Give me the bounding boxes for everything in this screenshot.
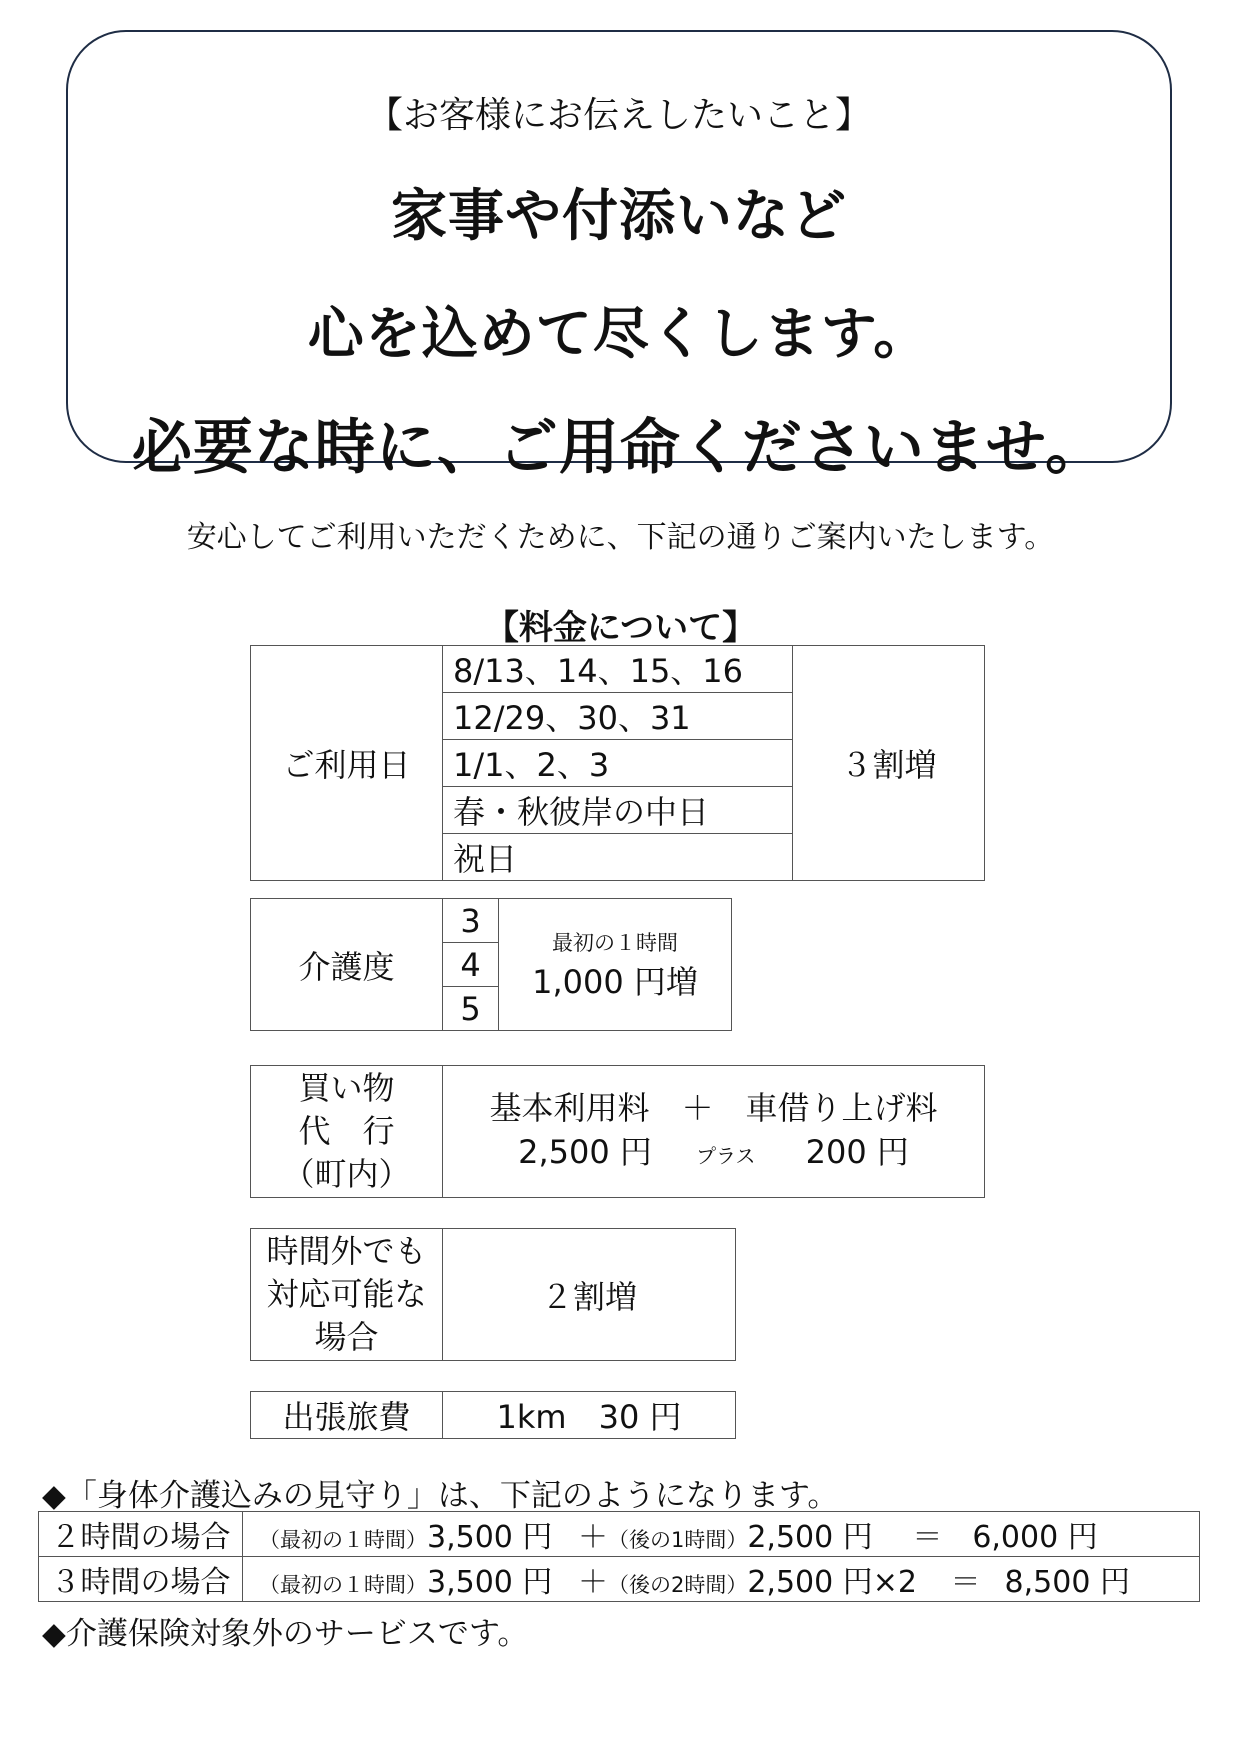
- table-row: [39, 1557, 1200, 1602]
- watch-row-value: 2,500 円×2: [747, 1565, 917, 1600]
- shopping-label: （町内）: [282, 1155, 411, 1193]
- watch-row-total: 6,000 円: [972, 1520, 1098, 1555]
- message-banner: [66, 30, 1172, 483]
- care-level-value: 4: [443, 943, 499, 987]
- table-row: [39, 1512, 1200, 1557]
- watch-row-eq: ＝: [912, 1520, 943, 1555]
- usage-date: 春・秋彼岸の中日: [443, 787, 793, 834]
- banner-line-1: 家事や付添いなど: [391, 184, 847, 249]
- travel-table: [250, 1391, 736, 1439]
- watch-row-value: 3,500 円: [427, 1565, 553, 1600]
- price-heading: 【料金について】: [484, 608, 757, 648]
- shopping-basic-price: 2,500 円: [518, 1132, 652, 1171]
- care-level-note: 最初の１時間: [552, 930, 678, 955]
- banner-line-2: 心を込めて尽くします。: [307, 302, 931, 367]
- care-level-surcharge: 1,000 円増: [532, 962, 698, 1001]
- shopping-table: [250, 1065, 985, 1198]
- travel-rate: 1km 30 円: [443, 1392, 736, 1439]
- intro-text: 安心してご利用いただくために、下記の通りご案内いたします。: [186, 520, 1055, 555]
- usage-date: 祝日: [443, 834, 793, 881]
- off-hours-label: 対応可能な: [266, 1275, 427, 1313]
- watch-row-label: ２時間の場合: [39, 1512, 243, 1557]
- shopping-price-cell: [443, 1066, 985, 1198]
- watch-row-label: ３時間の場合: [39, 1557, 243, 1602]
- care-level-label: 介護度: [251, 899, 443, 1031]
- care-level-value: 5: [443, 987, 499, 1031]
- watch-row-op: ＋: [577, 1520, 608, 1555]
- usage-date: 1/1、2、3: [443, 740, 793, 787]
- watch-row-paren: （最初の１時間）: [259, 1573, 427, 1597]
- watch-note: ◆「身体介護込みの見守り」は、下記のようになります。: [42, 1478, 839, 1514]
- shopping-label: 代 行: [298, 1112, 395, 1150]
- watch-row-op: ＋: [577, 1565, 608, 1600]
- shopping-car-price: 200 円: [805, 1132, 909, 1171]
- travel-label: 出張旅費: [251, 1392, 443, 1439]
- watch-row-paren: （最初の１時間）: [259, 1528, 427, 1552]
- care-level-value: 3: [443, 899, 499, 943]
- care-level-surcharge-cell: [499, 899, 732, 1031]
- usage-date: 12/29、30、31: [443, 693, 793, 740]
- banner-subtitle: 【お客様にお伝えしたいこと】: [366, 95, 871, 136]
- usage-days-surcharge: ３割増: [793, 646, 985, 881]
- usage-days-table: [250, 645, 985, 881]
- banner-line-3: 必要な時に、ご用命くださいませ。: [131, 413, 1107, 483]
- shopping-label-cell: [251, 1066, 443, 1198]
- usage-days-label: ご利用日: [251, 646, 443, 881]
- watch-row-eq: ＝: [950, 1565, 981, 1600]
- care-level-table: [250, 898, 732, 1031]
- shopping-label: 買い物: [298, 1069, 395, 1107]
- off-hours-label: 場合: [314, 1318, 379, 1356]
- off-hours-surcharge: ２割増: [443, 1229, 736, 1361]
- watch-row-formula: [243, 1557, 1200, 1602]
- watch-row-formula: [243, 1512, 1200, 1557]
- off-hours-table: [250, 1228, 736, 1361]
- watch-row-paren: （後の2時間）: [607, 1573, 748, 1597]
- shopping-plus: プラス: [696, 1143, 756, 1168]
- off-hours-label: 時間外でも: [266, 1232, 427, 1270]
- watch-row-paren: （後の1時間）: [607, 1528, 748, 1552]
- shopping-price-top: 基本利用料 ＋ 車借り上げ料: [489, 1088, 938, 1127]
- watch-table: [38, 1511, 1200, 1602]
- watch-row-total: 8,500 円: [1004, 1565, 1130, 1600]
- watch-row-value: 2,500 円: [747, 1520, 873, 1555]
- watch-row-value: 3,500 円: [427, 1520, 553, 1555]
- shopping-price-bottom: [443, 1130, 984, 1178]
- usage-date: 8/13、14、15、16: [443, 646, 793, 693]
- off-hours-label-cell: [251, 1229, 443, 1361]
- insurance-note: ◆介護保険対象外のサービスです。: [42, 1616, 529, 1652]
